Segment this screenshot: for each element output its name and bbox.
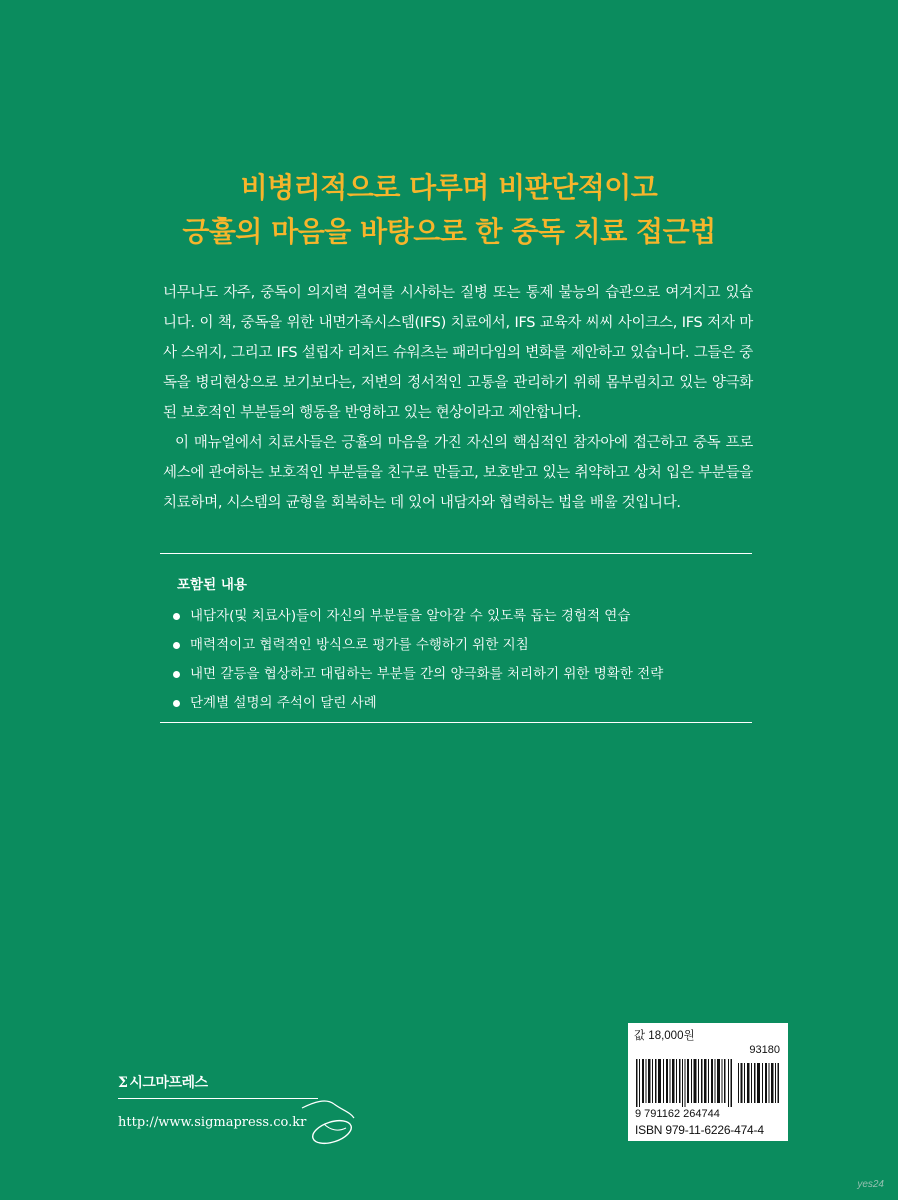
included-item bbox=[170, 602, 663, 631]
barcode-addon: 93180 bbox=[749, 1044, 780, 1056]
description bbox=[163, 278, 753, 518]
addon-barcode-icon bbox=[738, 1059, 780, 1103]
barcode-digits: 9 791162 264744 bbox=[635, 1108, 720, 1120]
included-item-text: 내담자(및 치료사)들이 자신의 부분들을 알아갈 수 있도록 돕는 경험적 연습 bbox=[190, 608, 631, 624]
included-item bbox=[170, 660, 663, 689]
computer-mouse-icon bbox=[300, 1094, 362, 1146]
headline-line-1: 비병리적으로 다루며 비판단적이고 bbox=[240, 171, 658, 204]
bullet-icon bbox=[173, 613, 180, 620]
headline bbox=[0, 166, 898, 254]
description-paragraph-2: 이 매뉴얼에서 치료사들은 긍휼의 마음을 가진 자신의 핵심적인 참자아에 접근하고 중독 프로세스에 관여하는 보호적인 부분들을 친구로 만들고, 보호받고 있는 취약하고 상처 입은 부분들을 치료하며, 시스템의 균형을 회복하는 데 있어 내담자와 협력하는 법을 배울 것입니다. bbox=[163, 435, 753, 511]
bullet-icon bbox=[173, 642, 180, 649]
isbn: ISBN 979-11-6226-474-4 bbox=[635, 1123, 764, 1137]
publisher-underline bbox=[118, 1098, 318, 1099]
divider-bottom bbox=[160, 722, 752, 723]
included-item-text: 내면 갈등을 협상하고 대립하는 부분들 간의 양극화를 처리하기 위한 명확한 전략 bbox=[190, 666, 664, 682]
included-item bbox=[170, 689, 663, 718]
publisher bbox=[118, 1072, 307, 1130]
barcode-icon bbox=[636, 1059, 734, 1107]
included-item-text: 단계별 설명의 주석이 달린 사례 bbox=[190, 695, 377, 711]
included-list bbox=[170, 602, 663, 718]
bullet-icon bbox=[173, 700, 180, 707]
divider-top bbox=[160, 553, 752, 554]
included-item-text: 매력적이고 협력적인 방식으로 평가를 수행하기 위한 지침 bbox=[190, 637, 529, 653]
publisher-url: http://www.sigmapress.co.kr bbox=[118, 1115, 307, 1130]
included-title: 포함된 내용 bbox=[177, 577, 247, 593]
price: 값 18,000원 bbox=[634, 1030, 695, 1042]
bullet-icon bbox=[173, 671, 180, 678]
description-paragraph-1: 너무나도 자주, 중독이 의지력 결여를 시사하는 질병 또는 통제 불능의 습관으로 여겨지고 있습니다. 이 책, 중독을 위한 내면가족시스템(IFS) 치료에서, IFS 교육자 씨씨 사이크스, IFS 저자 마사 스위지, 그리고 IFS 설립자 리처드 슈워츠는 패러다임의 변화를 제안하고 있습니다. 그들은 중독을 병리현상으로 보기보다는, 저변의 정서적인 고통을 관리하기 위해 몸부림치고 있는 양극화된 보호적인 부분들의 행동을 반영하고 있는 현상이라고 제안합니다. bbox=[163, 285, 753, 421]
publisher-logo bbox=[118, 1072, 208, 1092]
included-item bbox=[170, 631, 663, 660]
headline-line-2: 긍휼의 마음을 바탕으로 한 중독 치료 접근법 bbox=[182, 215, 716, 248]
publisher-name: 시그마프레스 bbox=[129, 1075, 208, 1091]
watermark: yes24 bbox=[857, 1179, 884, 1190]
sigma-logo-icon: Σ bbox=[118, 1075, 128, 1091]
barcode-box bbox=[628, 1023, 788, 1141]
